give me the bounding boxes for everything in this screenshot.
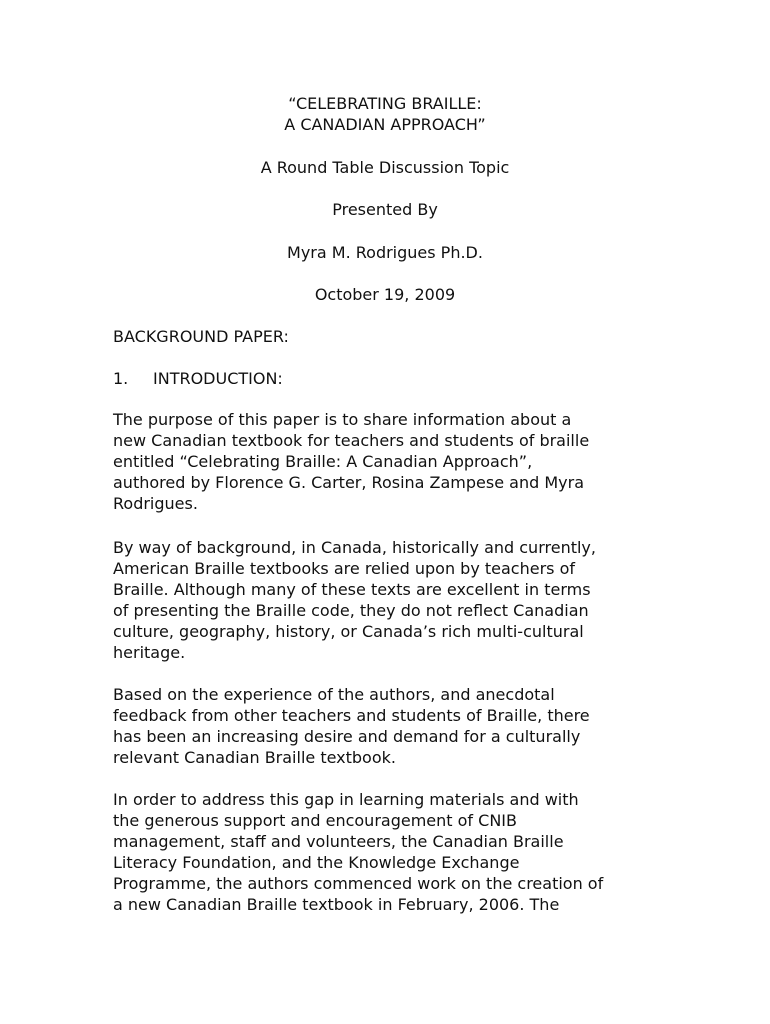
background-heading: BACKGROUND PAPER:	[113, 327, 289, 346]
document-date: October 19, 2009	[314, 285, 456, 304]
paragraph-line: American Braille textbooks are relied upon by teachers of	[113, 559, 576, 578]
paragraph-line: management, staff and volunteers, the Canadian Braille	[113, 832, 564, 851]
paragraph-line: a new Canadian Braille textbook in February, 2006. The	[113, 895, 560, 914]
title-line-1: “CELEBRATING BRAILLE:	[288, 94, 482, 113]
subtitle: A Round Table Discussion Topic	[260, 158, 510, 177]
paragraph-3	[113, 684, 673, 768]
paragraph-line: relevant Canadian Braille textbook.	[113, 748, 396, 767]
paragraph-line: In order to address this gap in learning materials and with	[113, 790, 579, 809]
paragraph-line: Programme, the authors commenced work on the creation of	[113, 874, 604, 893]
author-name: Myra M. Rodrigues Ph.D.	[287, 243, 483, 262]
paragraph-line: the generous support and encouragement of CNIB	[113, 811, 517, 830]
paragraph-1	[113, 409, 673, 514]
paragraph-line: feedback from other teachers and students of Braille, there	[113, 706, 590, 725]
paragraph-4	[113, 789, 673, 915]
title-line-2: A CANADIAN APPROACH”	[284, 115, 486, 134]
paragraph-line: new Canadian textbook for teachers and students of braille	[113, 431, 590, 450]
paragraph-line: has been an increasing desire and demand for a culturally	[113, 727, 581, 746]
paragraph-line: heritage.	[113, 643, 186, 662]
presented-by: Presented By	[332, 200, 438, 219]
paragraph-line: authored by Florence G. Carter, Rosina Zampese and Myra	[113, 473, 584, 492]
paragraph-line: The purpose of this paper is to share information about a	[113, 410, 572, 429]
paragraph-line: By way of background, in Canada, historically and currently,	[113, 538, 596, 557]
section-number: 1.	[113, 369, 129, 388]
section-title: INTRODUCTION:	[153, 369, 283, 388]
paragraph-2	[113, 537, 673, 663]
paragraph-line: of presenting the Braille code, they do not reflect Canadian	[113, 601, 589, 620]
paragraph-line: Braille. Although many of these texts are excellent in terms	[113, 580, 591, 599]
paragraph-line: entitled “Celebrating Braille: A Canadian Approach”,	[113, 452, 533, 471]
paragraph-line: Rodrigues.	[113, 494, 198, 513]
paragraph-line: culture, geography, history, or Canada’s rich multi-cultural	[113, 622, 584, 641]
paragraph-line: Based on the experience of the authors, and anecdotal	[113, 685, 555, 704]
paragraph-line: Literacy Foundation, and the Knowledge Exchange	[113, 853, 520, 872]
